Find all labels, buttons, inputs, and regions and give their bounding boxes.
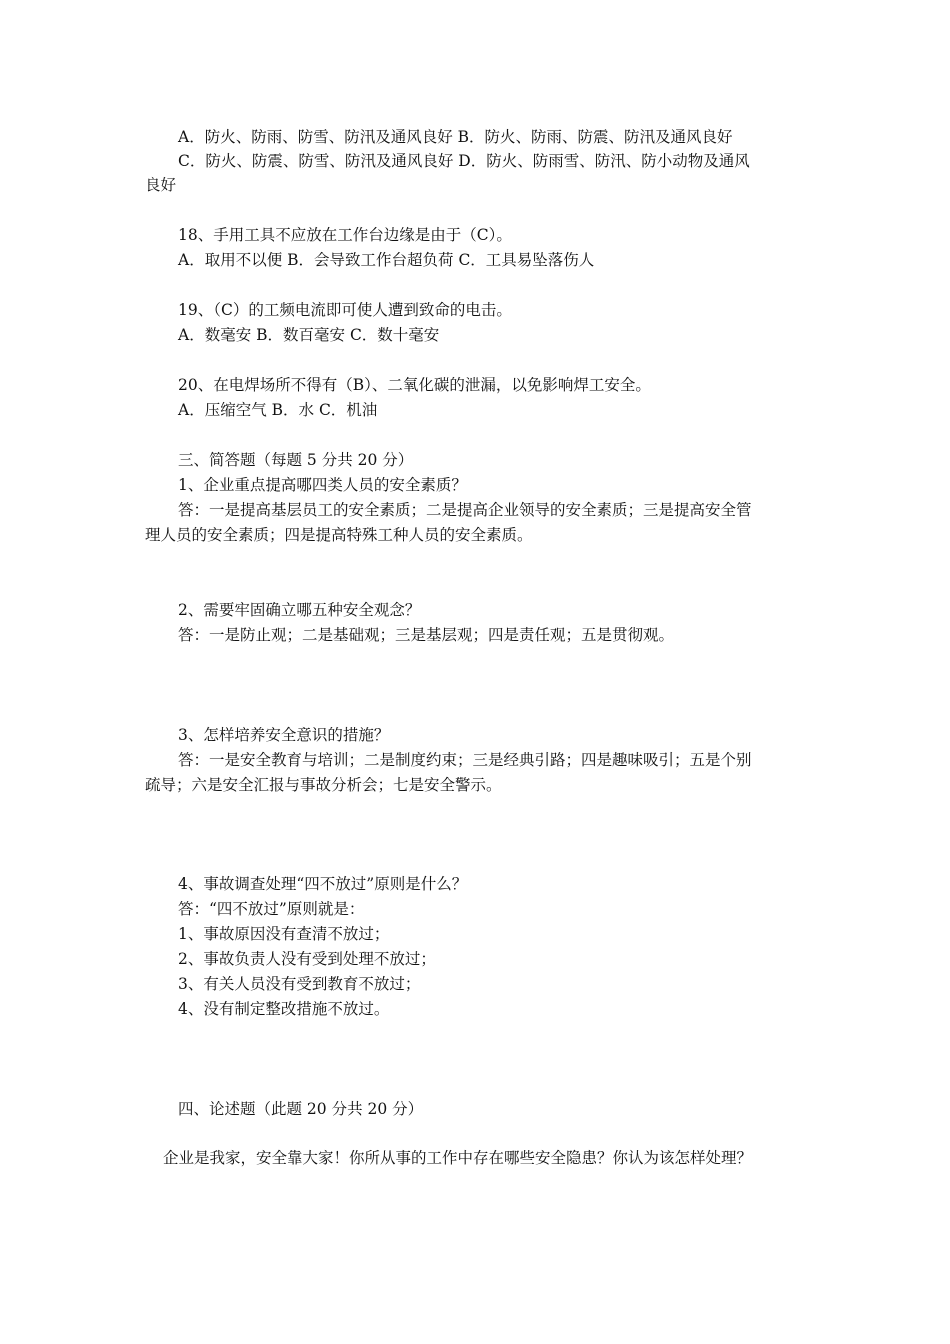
s3-q4-question: 4、事故调查处理“四不放过”原则是什么？ xyxy=(178,875,468,893)
s3-q3-question: 3、怎样培养安全意识的措施？ xyxy=(178,726,390,744)
q19-question: 19、（C）的工频电流即可使人遭到致命的电击。 xyxy=(178,301,512,319)
s3-q4-item: 3、有关人员没有受到教育不放过； xyxy=(178,975,421,993)
s3-q2-question: 2、需要牢固确立哪五种安全观念？ xyxy=(178,601,421,619)
q18-question: 18、手用工具不应放在工作台边缘是由于（C）。 xyxy=(178,226,512,244)
s3-q4-item: 4、没有制定整改措施不放过。 xyxy=(178,1000,390,1018)
s3-q1-answer-line-2: 理人员的安全素质；四是提高特殊工种人员的安全素质。 xyxy=(145,526,533,544)
q19-options: A．数毫安 B．数百毫安 C．数十毫安 xyxy=(178,326,440,344)
q17-options-line-1: A．防火、防雨、防雪、防汛及通风良好 B．防火、防雨、防震、防汛及通风良好 xyxy=(178,128,733,146)
section4-title: 四、论述题（此题 20 分共 20 分） xyxy=(178,1100,424,1118)
s3-q1-answer-line-1: 答：一是提高基层员工的安全素质；二是提高企业领导的安全素质；三是提高安全管 xyxy=(178,501,752,519)
q20-question: 20、在电焊场所不得有（B）、二氧化碳的泄漏，以免影响焊工安全。 xyxy=(178,376,651,394)
s3-q4-item: 2、事故负责人没有受到处理不放过； xyxy=(178,950,436,968)
s3-q4-answer-intro: 答：“四不放过”原则就是： xyxy=(178,900,365,918)
s3-q2-answer: 答：一是防止观；二是基础观；三是基层观；四是责任观；五是贯彻观。 xyxy=(178,626,675,644)
s3-q4-item: 1、事故原因没有查清不放过； xyxy=(178,925,390,943)
q18-options: A．取用不以便 B．会导致工作台超负荷 C．工具易坠落伤人 xyxy=(178,251,595,269)
s3-q3-answer-line-1: 答：一是安全教育与培训；二是制度约束；三是经典引路；四是趣味吸引；五是个别 xyxy=(178,751,752,769)
section3-title: 三、简答题（每题 5 分共 20 分） xyxy=(178,451,414,469)
q17-options-line-3: 良好 xyxy=(145,176,177,194)
s3-q3-answer-line-2: 疏导；六是安全汇报与事故分析会；七是安全警示。 xyxy=(145,776,502,794)
section4-prompt: 企业是我家，安全靠大家！你所从事的工作中存在哪些安全隐患？你认为该怎样处理？ xyxy=(163,1149,753,1167)
s3-q1-question: 1、企业重点提高哪四类人员的安全素质？ xyxy=(178,476,467,494)
q20-options: A．压缩空气 B．水 C．机油 xyxy=(178,401,378,419)
q17-options-line-2: C．防火、防震、防雪、防汛及通风良好 D．防火、防雨雪、防汛、防小动物及通风 xyxy=(178,152,750,170)
